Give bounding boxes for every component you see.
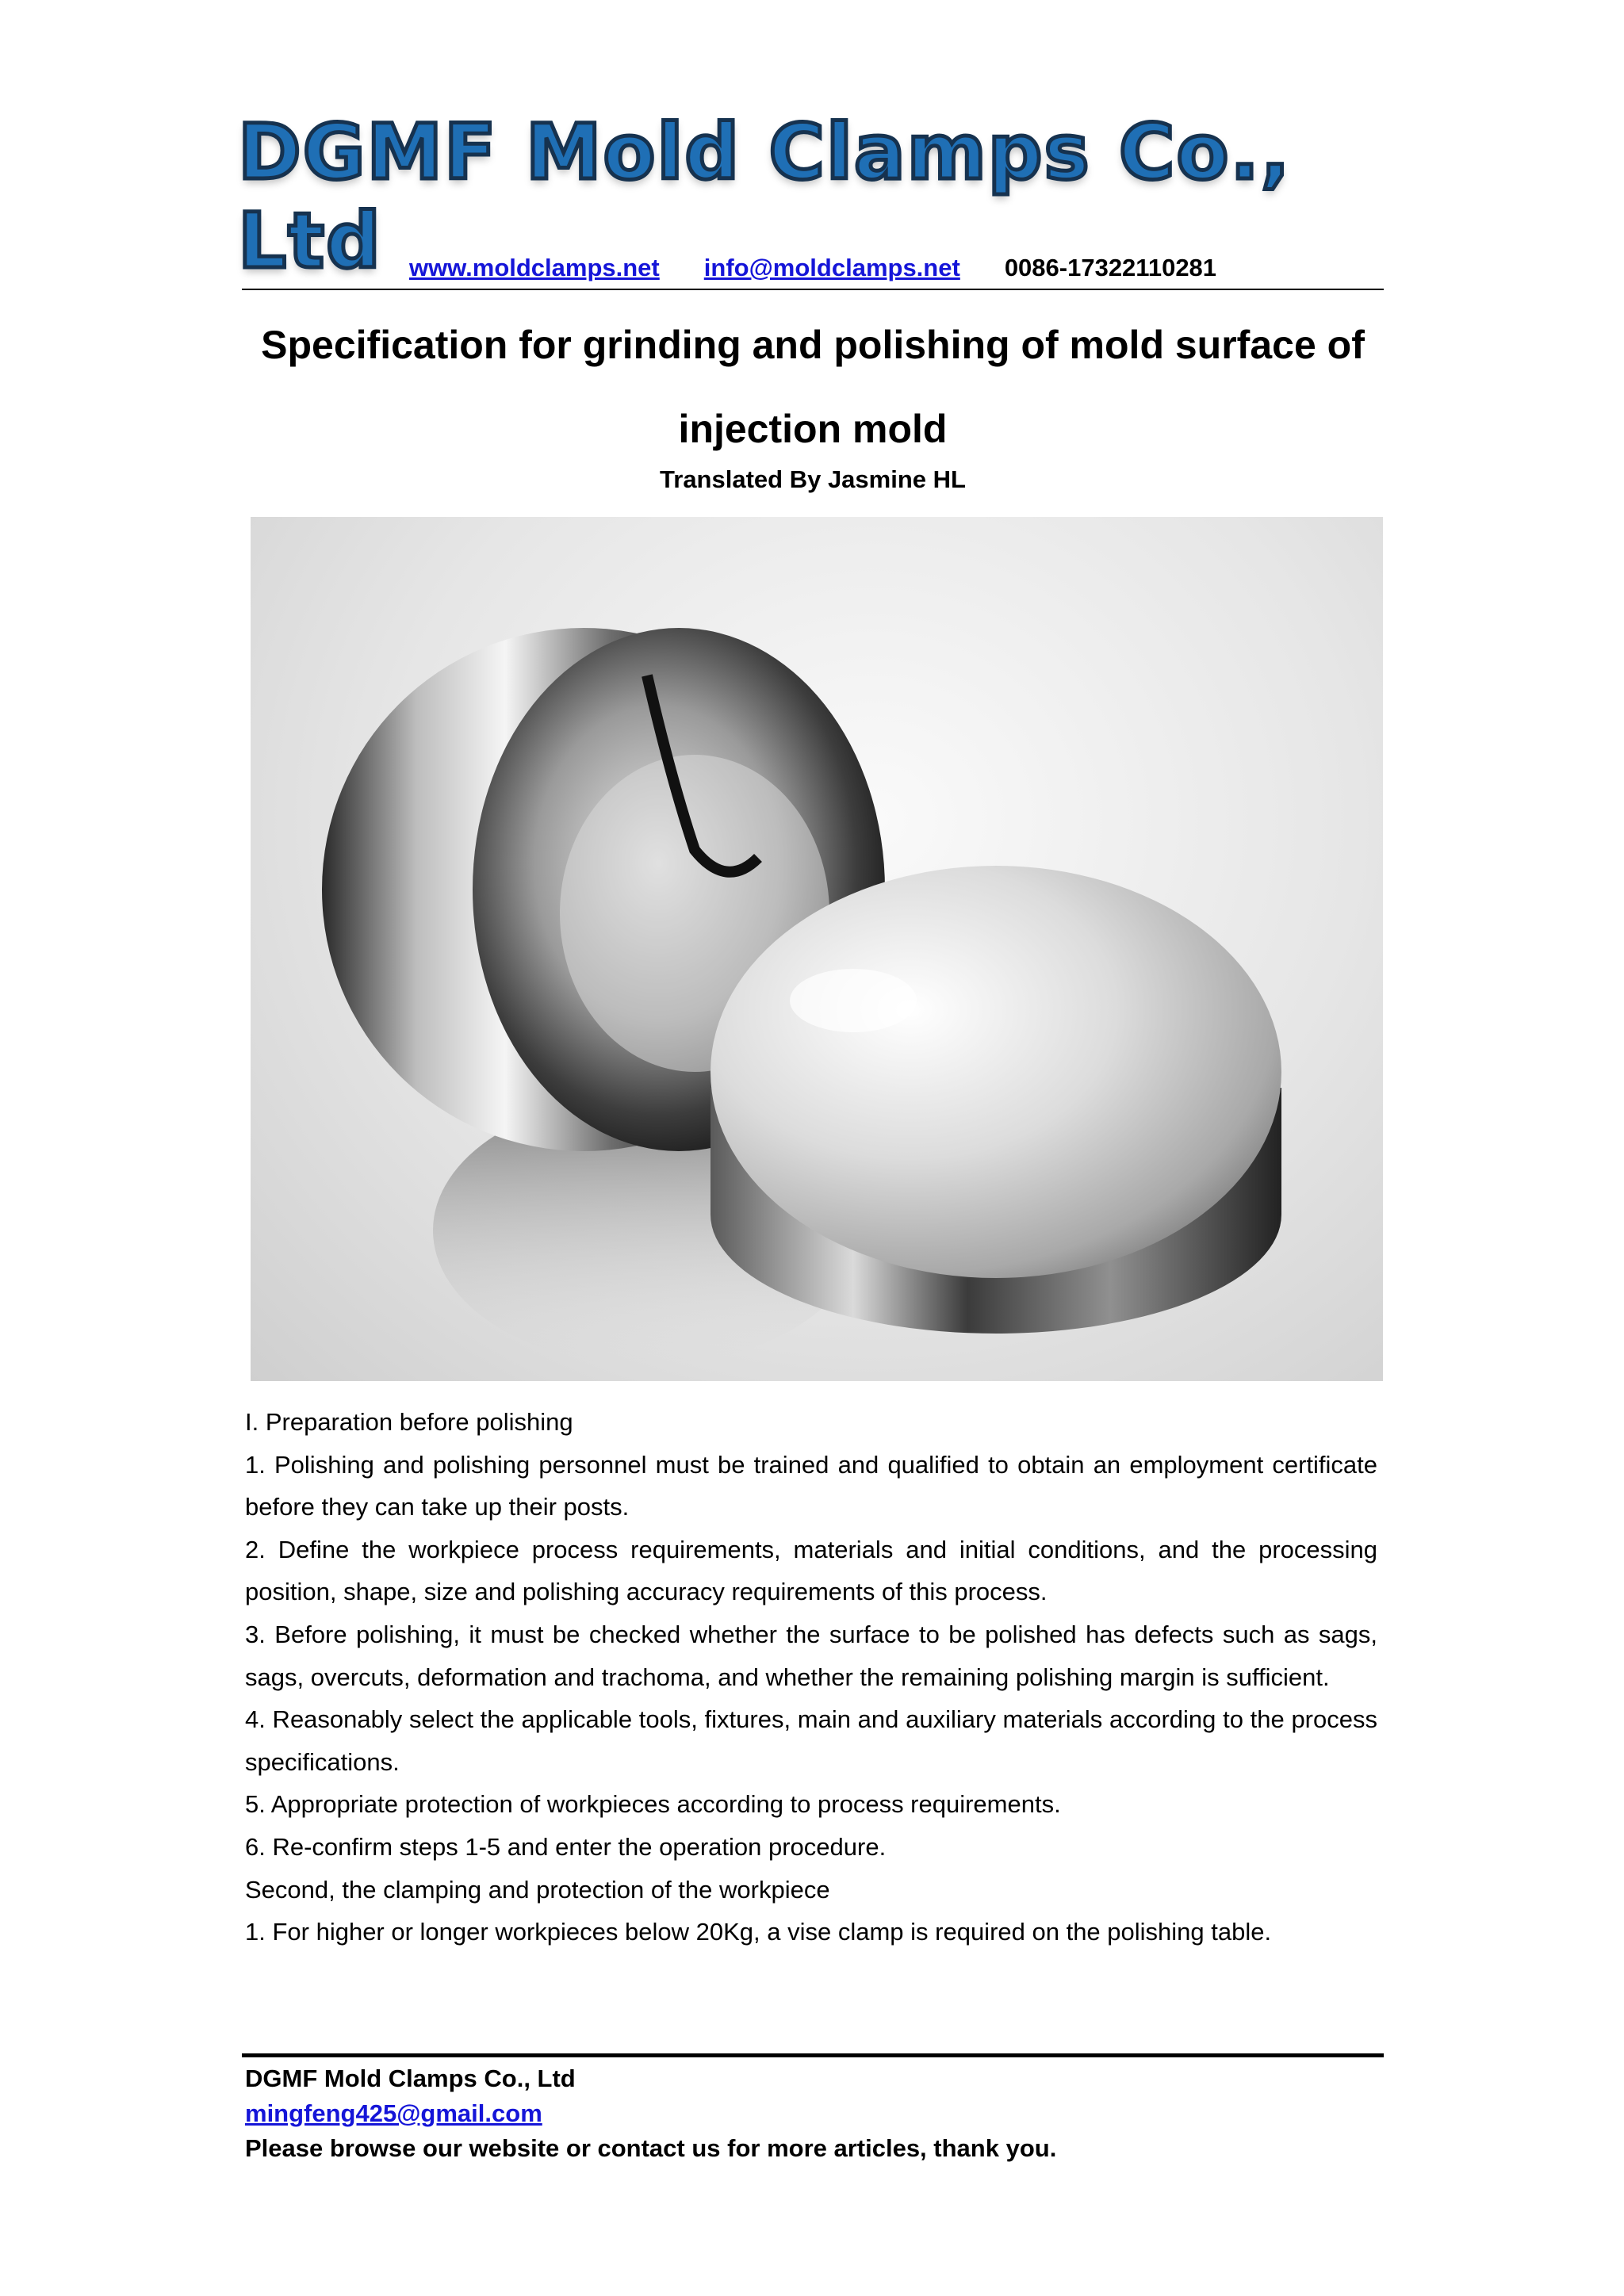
page-footer — [245, 2061, 1387, 2166]
footer-divider — [242, 2053, 1384, 2057]
body-paragraph: 2. Define the workpiece process requirements, materials and initial conditions, and the processing position, shape, size and polishing accuracy requirements of this process. — [245, 1535, 1377, 1606]
document-body — [245, 1401, 1377, 1954]
title-line-1: Specification for grinding and polishing of mold surface of — [261, 323, 1365, 367]
contact-line — [242, 251, 1384, 290]
document-title — [242, 303, 1384, 471]
title-line-2: injection mold — [678, 407, 948, 451]
phone-number: 0086-17322110281 — [1004, 254, 1217, 281]
website-link[interactable]: www.moldclamps.net — [408, 254, 660, 281]
body-paragraph: Second, the clamping and protection of the workpiece — [245, 1875, 830, 1904]
polished-mold-photo — [251, 517, 1383, 1381]
body-paragraph: 6. Re-confirm steps 1-5 and enter the operation procedure. — [245, 1832, 887, 1861]
body-paragraph: I. Preparation before polishing — [245, 1408, 573, 1436]
footer-company: DGMF Mold Clamps Co., Ltd — [245, 2064, 576, 2092]
polished-discs-illustration — [251, 517, 1383, 1381]
translator-byline: Translated By Jasmine HL — [660, 465, 966, 493]
body-paragraph: 1. Polishing and polishing personnel must be trained and qualified to obtain an employment certificate before they can take up their posts. — [245, 1450, 1377, 1521]
body-paragraph: 3. Before polishing, it must be checked whether the surface to be polished has defects such as sags, sags, overcuts, deformation and trachoma, and whether the remaining polishing margin is sufficient. — [245, 1620, 1377, 1691]
body-paragraph: 1. For higher or longer workpieces below 20Kg, a vise clamp is required on the polishing table. — [245, 1918, 1272, 1946]
body-paragraph: 5. Appropriate protection of workpieces according to process requirements. — [245, 1790, 1061, 1819]
footer-note: Please browse our website or contact us for more articles, thank you. — [245, 2134, 1057, 2162]
footer-email-link[interactable]: mingfeng425@gmail.com — [245, 2099, 542, 2127]
logo-text: DGMF Mold Clamps Co., Ltd — [238, 108, 1292, 285]
email-link[interactable]: info@moldclamps.net — [703, 254, 960, 281]
body-paragraph: 4. Reasonably select the applicable tools, fixtures, main and auxiliary materials according to the process specifications. — [245, 1705, 1377, 1776]
